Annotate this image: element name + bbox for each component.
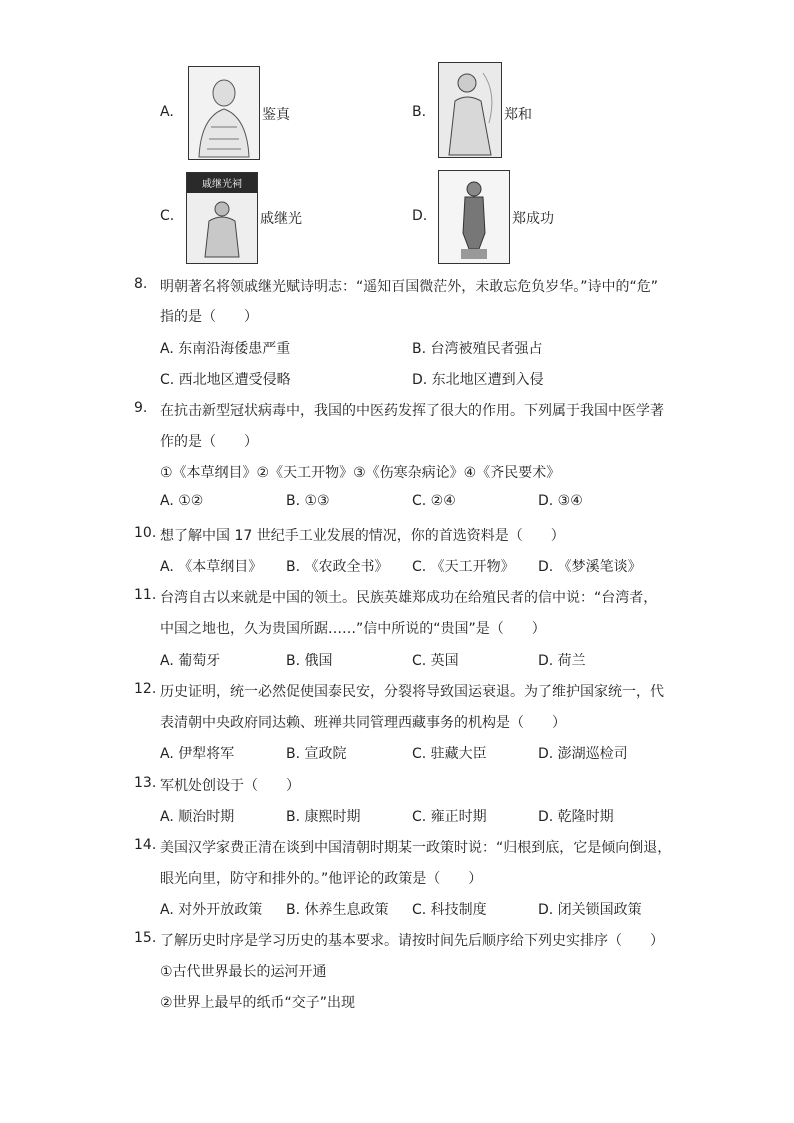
- option-c-name: 戚继光: [260, 211, 302, 227]
- option-c-letter: C.: [160, 208, 175, 224]
- q15-stem: 了解历史时序是学习历史的基本要求。请按时间先后顺序给下列史实排序（ ）: [160, 933, 664, 949]
- q10-option-b: B. 《农政全书》: [286, 559, 389, 575]
- q11-number: 11.: [134, 587, 157, 603]
- q11-stem-line1: 台湾自古以来就是中国的领土。民族英雄郑成功在给殖民者的信中说：“台湾者，: [160, 590, 658, 606]
- option-d-name: 郑成功: [512, 211, 554, 227]
- q8-option-a: A. 东南沿海倭患严重: [160, 341, 291, 357]
- q8-stem-line2: 指的是（ ）: [160, 309, 258, 325]
- zhenghe-portrait: [438, 62, 502, 158]
- q13-option-b: B. 康熙时期: [286, 809, 361, 825]
- option-b-name: 郑和: [504, 107, 532, 123]
- q14-option-d: D. 闭关锁国政策: [538, 902, 642, 918]
- q14-option-c: C. 科技制度: [412, 902, 487, 918]
- q14-option-b: B. 休养生息政策: [286, 902, 389, 918]
- q12-option-b: B. 宣政院: [286, 746, 347, 762]
- q12-number: 12.: [134, 681, 157, 697]
- plaque-text: 戚继光祠: [202, 179, 242, 190]
- q13-option-a: A. 顺治时期: [160, 809, 235, 825]
- option-b-letter: B.: [412, 104, 427, 120]
- q14-number: 14.: [134, 837, 157, 853]
- q11-option-c: C. 英国: [412, 653, 459, 669]
- q10-option-d: D. 《梦溪笔谈》: [538, 559, 642, 575]
- q13-number: 13.: [134, 775, 157, 791]
- q15-item-2: ②世界上最早的纸币“交子”出现: [160, 995, 356, 1011]
- q12-option-a: A. 伊犁将军: [160, 746, 235, 762]
- q10-option-c: C. 《天工开物》: [412, 559, 515, 575]
- q15-item-1: ①古代世界最长的运河开通: [160, 964, 327, 980]
- option-d-letter: D.: [412, 208, 428, 224]
- option-a-letter: A.: [160, 104, 174, 120]
- q8-stem-line1: 明朝著名将领戚继光赋诗明志：“遥知百国微茫外，未敢忘危负岁华。”诗中的“危”: [160, 279, 659, 295]
- q14-stem-line1: 美国汉学家费正清在谈到中国清朝时期某一政策时说：“归根到底，它是倾向倒退，: [160, 840, 672, 856]
- q9-stem-line1: 在抗击新型冠状病毒中，我国的中医药发挥了很大的作用。下列属于我国中医学著: [160, 403, 664, 419]
- q14-stem-line2: 眼光向里，防守和排外的。”他评论的政策是（ ）: [160, 871, 483, 887]
- q13-stem: 军机处创设于（ ）: [160, 778, 300, 794]
- q12-stem-line2: 表清朝中央政府同达赖、班禅共同管理西藏事务的机构是（ ）: [160, 715, 566, 731]
- q8-option-c: C. 西北地区遭受侵略: [160, 372, 291, 388]
- jianzhen-portrait: [188, 66, 260, 160]
- option-a-name: 鉴真: [262, 107, 290, 123]
- q9-stem-line3: ①《本草纲目》②《天工开物》③《伤寒杂病论》④《齐民要术》: [160, 465, 561, 481]
- q11-option-b: B. 俄国: [286, 653, 333, 669]
- q10-option-a: A. 《本草纲目》: [160, 559, 263, 575]
- q9-option-c: C. ②④: [412, 493, 456, 509]
- q10-stem: 想了解中国 17 世纪手工业发展的情况，你的首选资料是（ ）: [160, 528, 565, 544]
- q15-number: 15.: [134, 930, 157, 946]
- q12-stem-line1: 历史证明，统一必然促使国泰民安，分裂将导致国运衰退。为了维护国家统一，代: [160, 684, 664, 700]
- q13-option-c: C. 雍正时期: [412, 809, 487, 825]
- q12-option-c: C. 驻藏大臣: [412, 746, 487, 762]
- q9-option-a: A. ①②: [160, 493, 204, 509]
- zhengchenggong-statue: [438, 170, 510, 264]
- q10-number: 10.: [134, 525, 157, 541]
- q9-stem-line2: 作的是（ ）: [160, 434, 258, 450]
- q9-option-b: B. ①③: [286, 493, 330, 509]
- q9-option-d: D. ③④: [538, 493, 583, 509]
- q9-number: 9.: [134, 400, 148, 416]
- qijiguang-statue: [186, 172, 258, 264]
- q8-option-b: B. 台湾被殖民者强占: [412, 341, 543, 357]
- q8-option-d: D. 东北地区遭到入侵: [412, 372, 544, 388]
- q11-option-d: D. 荷兰: [538, 653, 586, 669]
- q13-option-d: D. 乾隆时期: [538, 809, 614, 825]
- q12-option-d: D. 澎湖巡检司: [538, 746, 628, 762]
- q8-number: 8.: [134, 276, 148, 292]
- q11-option-a: A. 葡萄牙: [160, 653, 221, 669]
- q11-stem-line2: 中国之地也，久为贵国所踞……”信中所说的“贵国”是（ ）: [160, 621, 546, 637]
- q14-option-a: A. 对外开放政策: [160, 902, 263, 918]
